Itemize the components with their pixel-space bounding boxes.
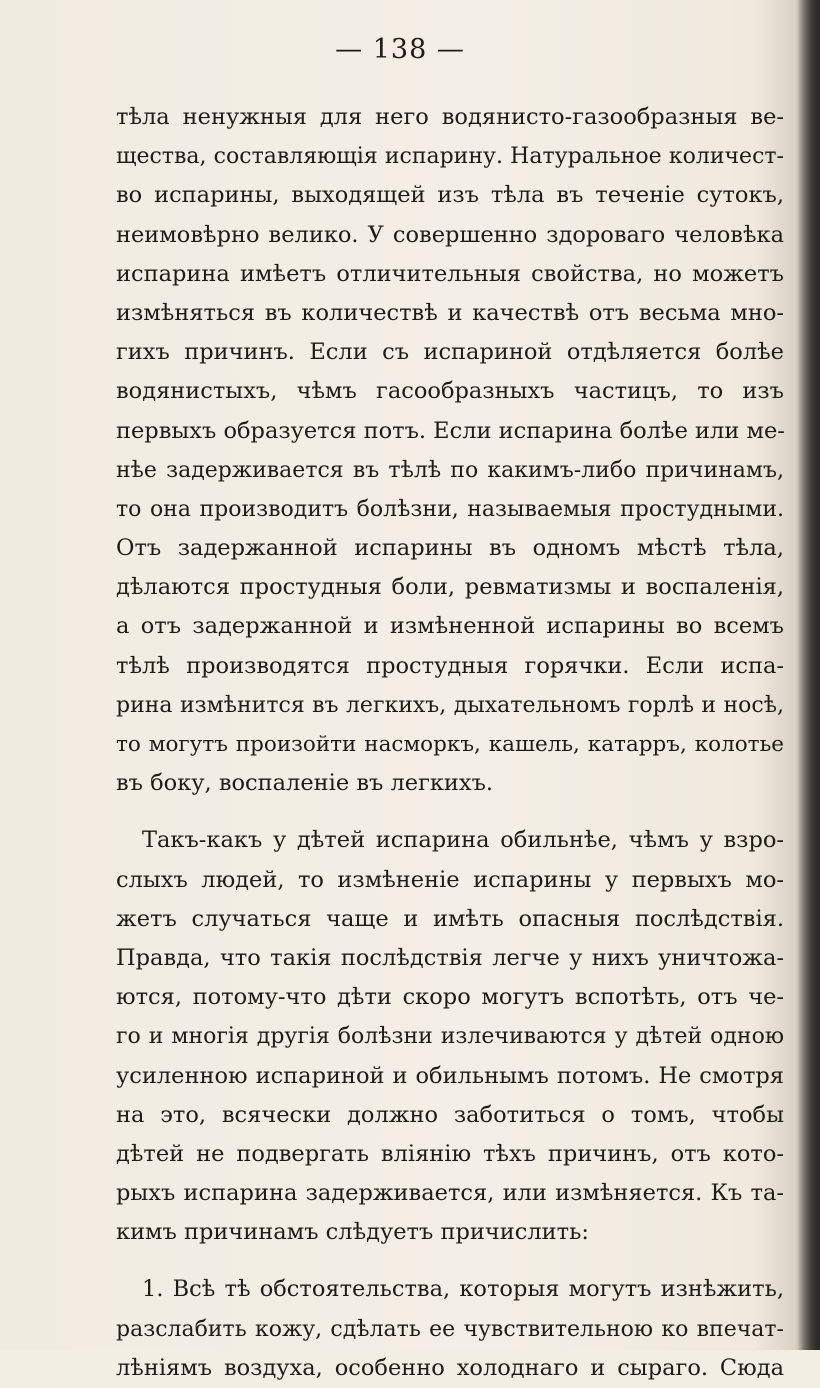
text-line: ются, потому-что дѣти скоро могутъ вспотѣть, отъ че-	[116, 984, 784, 1011]
text-line: кимъ причинамъ слѣдуетъ причислить:	[116, 1219, 589, 1246]
text-line: рыхъ испарина задерживается, или измѣняется. Къ та-	[116, 1180, 784, 1207]
text-line: нѣе задерживается въ тѣлѣ по какимъ-либо причинамъ,	[116, 457, 784, 483]
text-line: разслабить кожу, сдѣлать ее чувствительною ко впечат-	[116, 1316, 784, 1342]
text-line: Правда, что такія послѣдствія легче у нихъ уничтожа-	[116, 944, 784, 971]
text-line: го и многія другія болѣзни излечиваются у дѣтей одною	[116, 1024, 784, 1050]
text-line: тѣла ненужныя для него водянисто-газообразныя ве-	[116, 104, 784, 130]
text-line: то могутъ произойти насморкъ, кашель, катарръ, колотье	[116, 732, 784, 757]
text-line: неимовѣрно велико. У совершенно здороваго человѣка	[116, 221, 784, 248]
page-number: — 138 —	[335, 34, 465, 65]
text-line: дѣтей не подвергать вліянію тѣхъ причинъ, отъ кото-	[116, 1140, 784, 1167]
text-block	[116, 98, 784, 1388]
text-line: дѣлаются простудныя боли, ревматизмы и воспаленія,	[116, 574, 784, 601]
text-line: жетъ случаться чаще и имѣть опасныя послѣдствія.	[116, 905, 784, 932]
text-line: въ боку, воспаленіе въ легкихъ.	[116, 770, 494, 797]
text-line: то она производитъ болѣзни, называемыя простудными.	[116, 496, 784, 522]
paragraph-gap	[116, 1252, 784, 1270]
text-line: а отъ задержанной и измѣненной испарины во всемъ	[116, 613, 784, 640]
text-line: Отъ задержанной испарины въ одномъ мѣстѣ тѣла,	[116, 535, 784, 562]
text-line: Такъ-какъ у дѣтей испарина обильнѣе, чѣмъ у взро-	[142, 827, 784, 854]
text-line: первыхъ образуется потъ. Если испарина болѣе или ме-	[116, 417, 785, 444]
text-line: измѣняться въ количествѣ и качествѣ отъ весьма мно-	[116, 299, 784, 326]
text-line: водянистыхъ, чѣмъ гасообразныхъ частицъ, то изъ	[116, 378, 784, 405]
paragraph-gap	[116, 803, 784, 821]
text-line: гихъ причинъ. Если съ испариной отдѣляется болѣе	[116, 339, 784, 366]
text-line: лѣніямъ воздуха, особенно холоднаго и сыраго. Сюда	[116, 1354, 784, 1381]
book-spine-shadow	[798, 0, 820, 1350]
text-line: рина измѣнится въ легкихъ, дыхательномъ горлѣ и носѣ,	[116, 692, 784, 718]
paragraph-3	[116, 1270, 784, 1388]
text-line: слыхъ людей, то измѣненіе испарины у первыхъ мо-	[116, 866, 784, 893]
text-line: усиленною испариной и обильнымъ потомъ. Не смотря	[116, 1062, 784, 1089]
text-line: 1. Всѣ тѣ обстоятельства, которыя могутъ изнѣжить,	[142, 1276, 784, 1303]
text-line: щества, составляющія испарину. Натуральное количест-	[116, 144, 784, 170]
text-line: во испарины, выходящей изъ тѣла въ теченіе сутокъ,	[116, 182, 784, 209]
paragraph-2	[116, 821, 784, 1252]
text-line: испарина имѣетъ отличительныя свойства, но можетъ	[116, 260, 784, 287]
text-line: на это, всячески должно заботиться о томъ, чтобы	[116, 1101, 784, 1128]
paragraph-1	[116, 98, 784, 803]
text-line: тѣлѣ производятся простудныя горячки. Если испа-	[116, 652, 784, 679]
